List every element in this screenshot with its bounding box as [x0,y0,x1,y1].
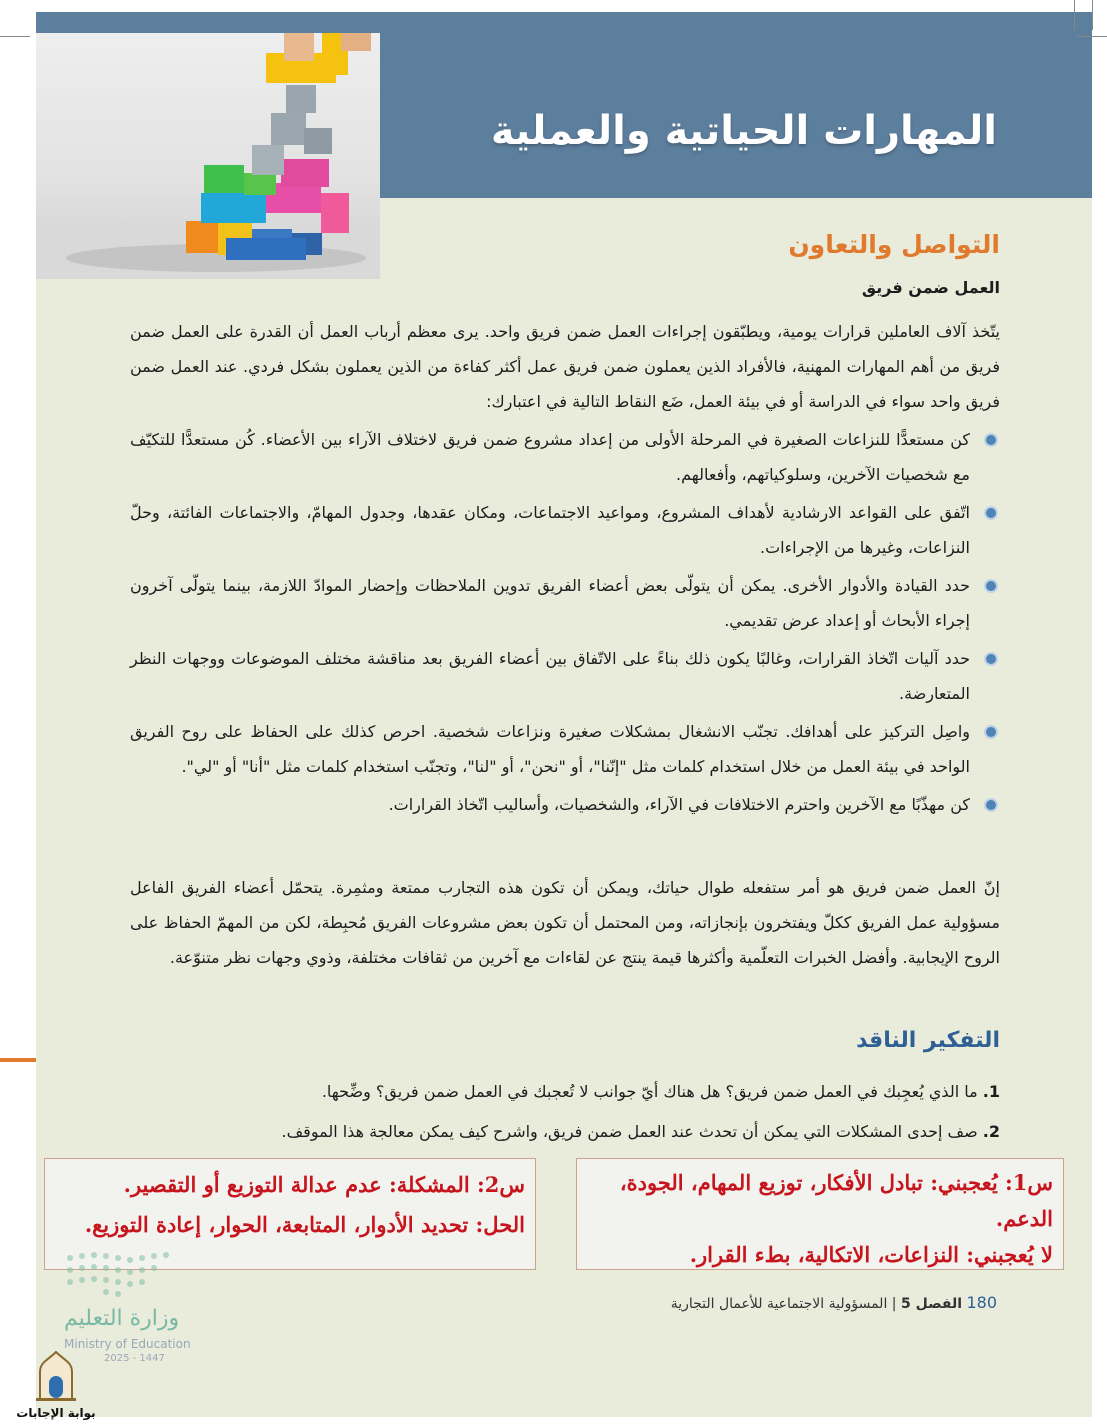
list-item [130,641,1000,711]
mosque-icon [34,1350,78,1402]
answer-q1-likes: س1: يُعجبني: تبادل الأفكار، توزيع المهام، الجودة، الدعم. [619,1170,1053,1231]
critical-thinking-title: التفكير الناقد [856,1028,1000,1053]
question-number: 1. [982,1082,1000,1101]
question-item [130,1112,1000,1152]
tips-list [130,422,1000,825]
answer-q2-solution: الحل: تحديد الأدوار، المتابعة، الحوار، إعادة التوزيع. [84,1212,525,1237]
page-number: 180 [966,1293,997,1312]
question-item [130,1072,1000,1112]
subsection-heading: العمل ضمن فريق [861,278,1000,297]
page-footer [671,1293,997,1312]
footer-separator: | [891,1296,897,1312]
bullet-icon [986,654,996,664]
answer-box-q1 [576,1158,1064,1270]
question-number: 2. [982,1122,1000,1141]
answer-q1-dislikes: لا يُعجبني: النزاعات، الاتكالية، بطء القرار. [689,1242,1053,1267]
chapter-label: الفصل 5 [900,1296,962,1312]
question-text: ما الذي يُعجِبك في العمل ضمن فريق؟ هل هناك أيّ جوانب لا تُعجبك في العمل ضمن فريق؟ وضِّحها. [321,1082,978,1101]
portal-label: بوابة الإجابات [16,1406,96,1420]
bullet-icon [986,727,996,737]
list-item-text: كن مستعدًّا للنزاعات الصغيرة في المرحلة الأولى من إعداد مشروع ضمن فريق لاختلاف الآراء بين الأعضاء. كُن مستعدًّا للتكيّف مع شخصيات الآخرين، وسلوكياتهم، وأفعالهم. [130,430,970,484]
list-item-text: حدد آليات اتّخاذ القرارات، وغالبًا يكون ذلك بناءً على الاتّفاق بين أعضاء الفريق بعد مناقشة مختلف الموضوعات ووجهات النظر المتعارضة. [130,649,970,703]
ministry-year: 2025 - 1447 [104,1353,165,1364]
question-text: صف إحدى المشكلات التي يمكن أن تحدث عند العمل ضمن فريق، واشرح كيف يمكن معالجة هذا الموقف. [281,1122,978,1141]
bullet-icon [986,800,996,810]
list-item [130,568,1000,638]
page-title: المهارات الحياتية والعملية [490,108,997,154]
list-item [130,495,1000,565]
list-item [130,787,1000,822]
list-item-text: واصِل التركيز على أهدافك. تجنّب الانشغال بمشكلات صغيرة ونزاعات شخصية. احرص كذلك على الحفاظ على روح الفريق الواحد في بيئة العمل من خلال استخدام كلمات مثل "إنّنا"، أو "نحن"، أو "لنا"، وتجنّب استخدام كلمات مثل "أنا" أو "لي". [130,722,970,776]
intro-paragraph: يتّخذ آلاف العاملين قرارات يومية، ويطبّقون إجراءات العمل ضمن فريق واحد. يرى معظم أرباب العمل أن القدرة على العمل ضمن فريق من أهم المهارات المهنية، فالأفراد الذين يعملون ضمن فريق عمل أكثر كفاءة من الذين يعملون بشكل فردي. عند العمل ضمن فريق واحد سواء في الدراسة أو في بيئة العمل، ضَع النقاط التالية في اعتبارك: [130,322,1000,411]
chapter-title: المسؤولية الاجتماعية للأعمال التجارية [670,1296,888,1312]
section-title: التواصل والتعاون [788,230,1000,259]
ministry-name-arabic: وزارة التعليم [64,1306,180,1331]
bullet-icon [986,581,996,591]
crop-mark [1077,36,1107,37]
crop-mark [0,36,30,37]
answer-q2-problem: س2: المشكلة: عدم عدالة التوزيع أو التقصير. [123,1172,525,1197]
bullet-icon [986,435,996,445]
ministry-name-english: Ministry of Education [64,1337,191,1351]
list-item [130,714,1000,784]
portal-watermark [6,1350,106,1420]
questions-list [130,1072,1000,1152]
list-item-text: كن مهذّبًا مع الآخرين واحترم الاختلافات في الآراء، والشخصيات، وأساليب اتّخاذ القرارات. [388,795,970,814]
crop-mark [1092,0,1093,30]
crop-mark [1074,0,1075,30]
closing-paragraph: إنّ العمل ضمن فريق هو أمر ستفعله طوال حياتك، ويمكن أن تكون هذه التجارب ممتعة ومثمِرة. يتحمّل أعضاء الفريق الفاعل مسؤولية عمل الفريق ككلّ ويفتخرون بإنجازاته، ومن المحتمل أن تكون بعض مشروعات الفريق مُحبِطة، لكن من المهمّ الحفاظ على الروح الإيجابية. وأفضل الخبرات التعلّمية وأكثرها قيمة ينتج عن لقاءات مع آخرين من ثقافات مختلفة، وذوي وجهات نظر متنوّعة. [130,878,1000,967]
list-item-text: اتّفق على القواعد الارشادية لأهداف المشروع، ومواعيد الاجتماعات، ومكان عقدها، وجدول المهامّ، والاجتماعات الفائتة، وحلّ النزاعات، وغيرها من الإجراءات. [130,503,970,557]
list-item-text: حدد القيادة والأدوار الأخرى. يمكن أن يتولّى بعض أعضاء الفريق تدوين الملاحظات وإحضار الموادّ اللازمة، بينما يتولّى آخرون إجراء الأبحاث أو إعداد عرض تقديمي. [130,576,970,630]
bullet-icon [986,508,996,518]
chapter-tab-mark [0,1058,36,1062]
list-item [130,422,1000,492]
